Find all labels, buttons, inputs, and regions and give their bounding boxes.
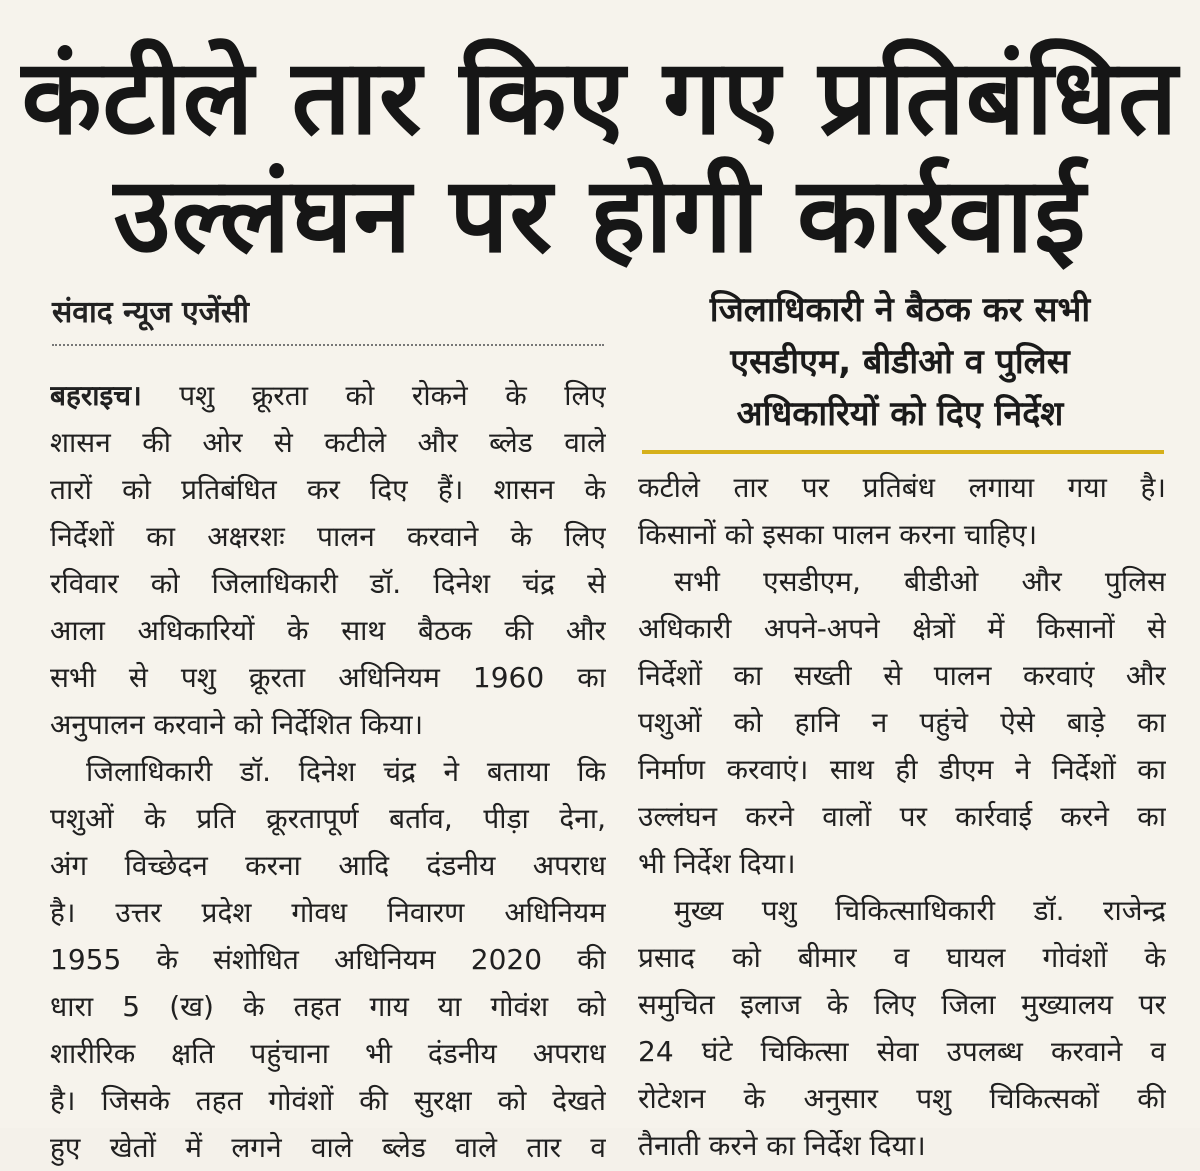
dateline: बहराइच। bbox=[50, 379, 142, 412]
body-line: शारीरिक क्षति पहुंचाना भी दंडनीय अपराध bbox=[50, 1037, 606, 1070]
body-line: 1955 के संशोधित अधिनियम 2020 की bbox=[50, 943, 606, 976]
subheadline-line-3: अधिकारियों को दिए निर्देश bbox=[736, 394, 1064, 434]
body-line: कटीले तार पर प्रतिबंध लगाया गया है। bbox=[638, 471, 1166, 504]
body-line: भी निर्देश दिया। bbox=[638, 847, 796, 880]
body-line: निर्माण करवाएं। साथ ही डीएम ने निर्देशों का bbox=[638, 753, 1166, 786]
headline-line-1: कंटीले तार किए गए प्रतिबंधित bbox=[21, 36, 1179, 158]
subheadline-line-1: जिलाधिकारी ने बैठक कर सभी bbox=[709, 290, 1091, 330]
body-line: 24 घंटे चिकित्सा सेवा उपलब्ध करवाने व bbox=[638, 1035, 1166, 1068]
body-line: पशुओं को हानि न पहुंचे ऐसे बाड़े का bbox=[638, 706, 1166, 739]
body-line: अंग विच्छेदन करना आदि दंडनीय अपराध bbox=[50, 849, 606, 882]
body-line: उल्लंघन करने वालों पर कार्रवाई करने का bbox=[638, 800, 1166, 833]
byline-divider bbox=[52, 344, 604, 346]
body-line: रोटेशन के अनुसार पशु चिकित्सकों की bbox=[638, 1082, 1166, 1115]
body-line: किसानों को इसका पालन करना चाहिए। bbox=[638, 518, 1038, 551]
right-column bbox=[638, 464, 1166, 1169]
body-line: जिलाधिकारी डॉ. दिनेश चंद्र ने बताया कि bbox=[86, 755, 606, 788]
body-line: आला अधिकारियों के साथ बैठक की और bbox=[50, 614, 606, 647]
body-line: है। जिसके तहत गोवंशों की सुरक्षा को देखते bbox=[50, 1084, 606, 1117]
body-line: सभी से पशु क्रूरता अधिनियम 1960 का bbox=[50, 661, 606, 694]
body-line: धारा 5 (ख) के तहत गाय या गोवंश को bbox=[50, 990, 606, 1023]
body-line: प्रसाद को बीमार व घायल गोवंशों के bbox=[638, 941, 1166, 974]
subheadline-line-2: एसडीएम, बीडीओ व पुलिस bbox=[730, 342, 1070, 382]
body-line: हुए खेतों में लगने वाले ब्लेड वाले तार व bbox=[50, 1131, 606, 1164]
body-line: शासन की ओर से कटीले और ब्लेड वाले bbox=[50, 426, 606, 459]
body-line: अधिकारी अपने-अपने क्षेत्रों में किसानों से bbox=[638, 612, 1166, 645]
body-line: निर्देशों का अक्षरशः पालन करवाने के लिए bbox=[50, 520, 606, 553]
left-column bbox=[50, 372, 606, 1171]
body-line: मुख्य पशु चिकित्साधिकारी डॉ. राजेन्द्र bbox=[674, 894, 1166, 927]
body-line: तारों को प्रतिबंधित कर दिए हैं। शासन के bbox=[50, 473, 606, 506]
body-line: निर्देशों का सख्ती से पालन करवाएं और bbox=[638, 659, 1166, 692]
body-line: समुचित इलाज के लिए जिला मुख्यालय पर bbox=[638, 988, 1166, 1021]
body-line: अनुपालन करवाने को निर्देशित किया। bbox=[50, 708, 424, 741]
subheadline-divider bbox=[642, 450, 1164, 454]
body-text: पशु क्रूरता को रोकने के लिए bbox=[141, 379, 606, 412]
body-line: है। उत्तर प्रदेश गोवध निवारण अधिनियम bbox=[50, 896, 606, 929]
headline-line-2: उल्लंघन पर होगी कार्रवाई bbox=[113, 154, 1087, 276]
byline: संवाद न्यूज एजेंसी bbox=[52, 295, 249, 330]
body-line: सभी एसडीएम, बीडीओ और पुलिस bbox=[674, 565, 1166, 598]
body-line bbox=[50, 372, 606, 419]
body-line: तैनाती करने का निर्देश दिया। bbox=[638, 1129, 926, 1162]
body-line: रविवार को जिलाधिकारी डॉ. दिनेश चंद्र से bbox=[50, 567, 606, 600]
body-line: पशुओं के प्रति क्रूरतापूर्ण बर्ताव, पीड़ा देना, bbox=[50, 802, 606, 835]
